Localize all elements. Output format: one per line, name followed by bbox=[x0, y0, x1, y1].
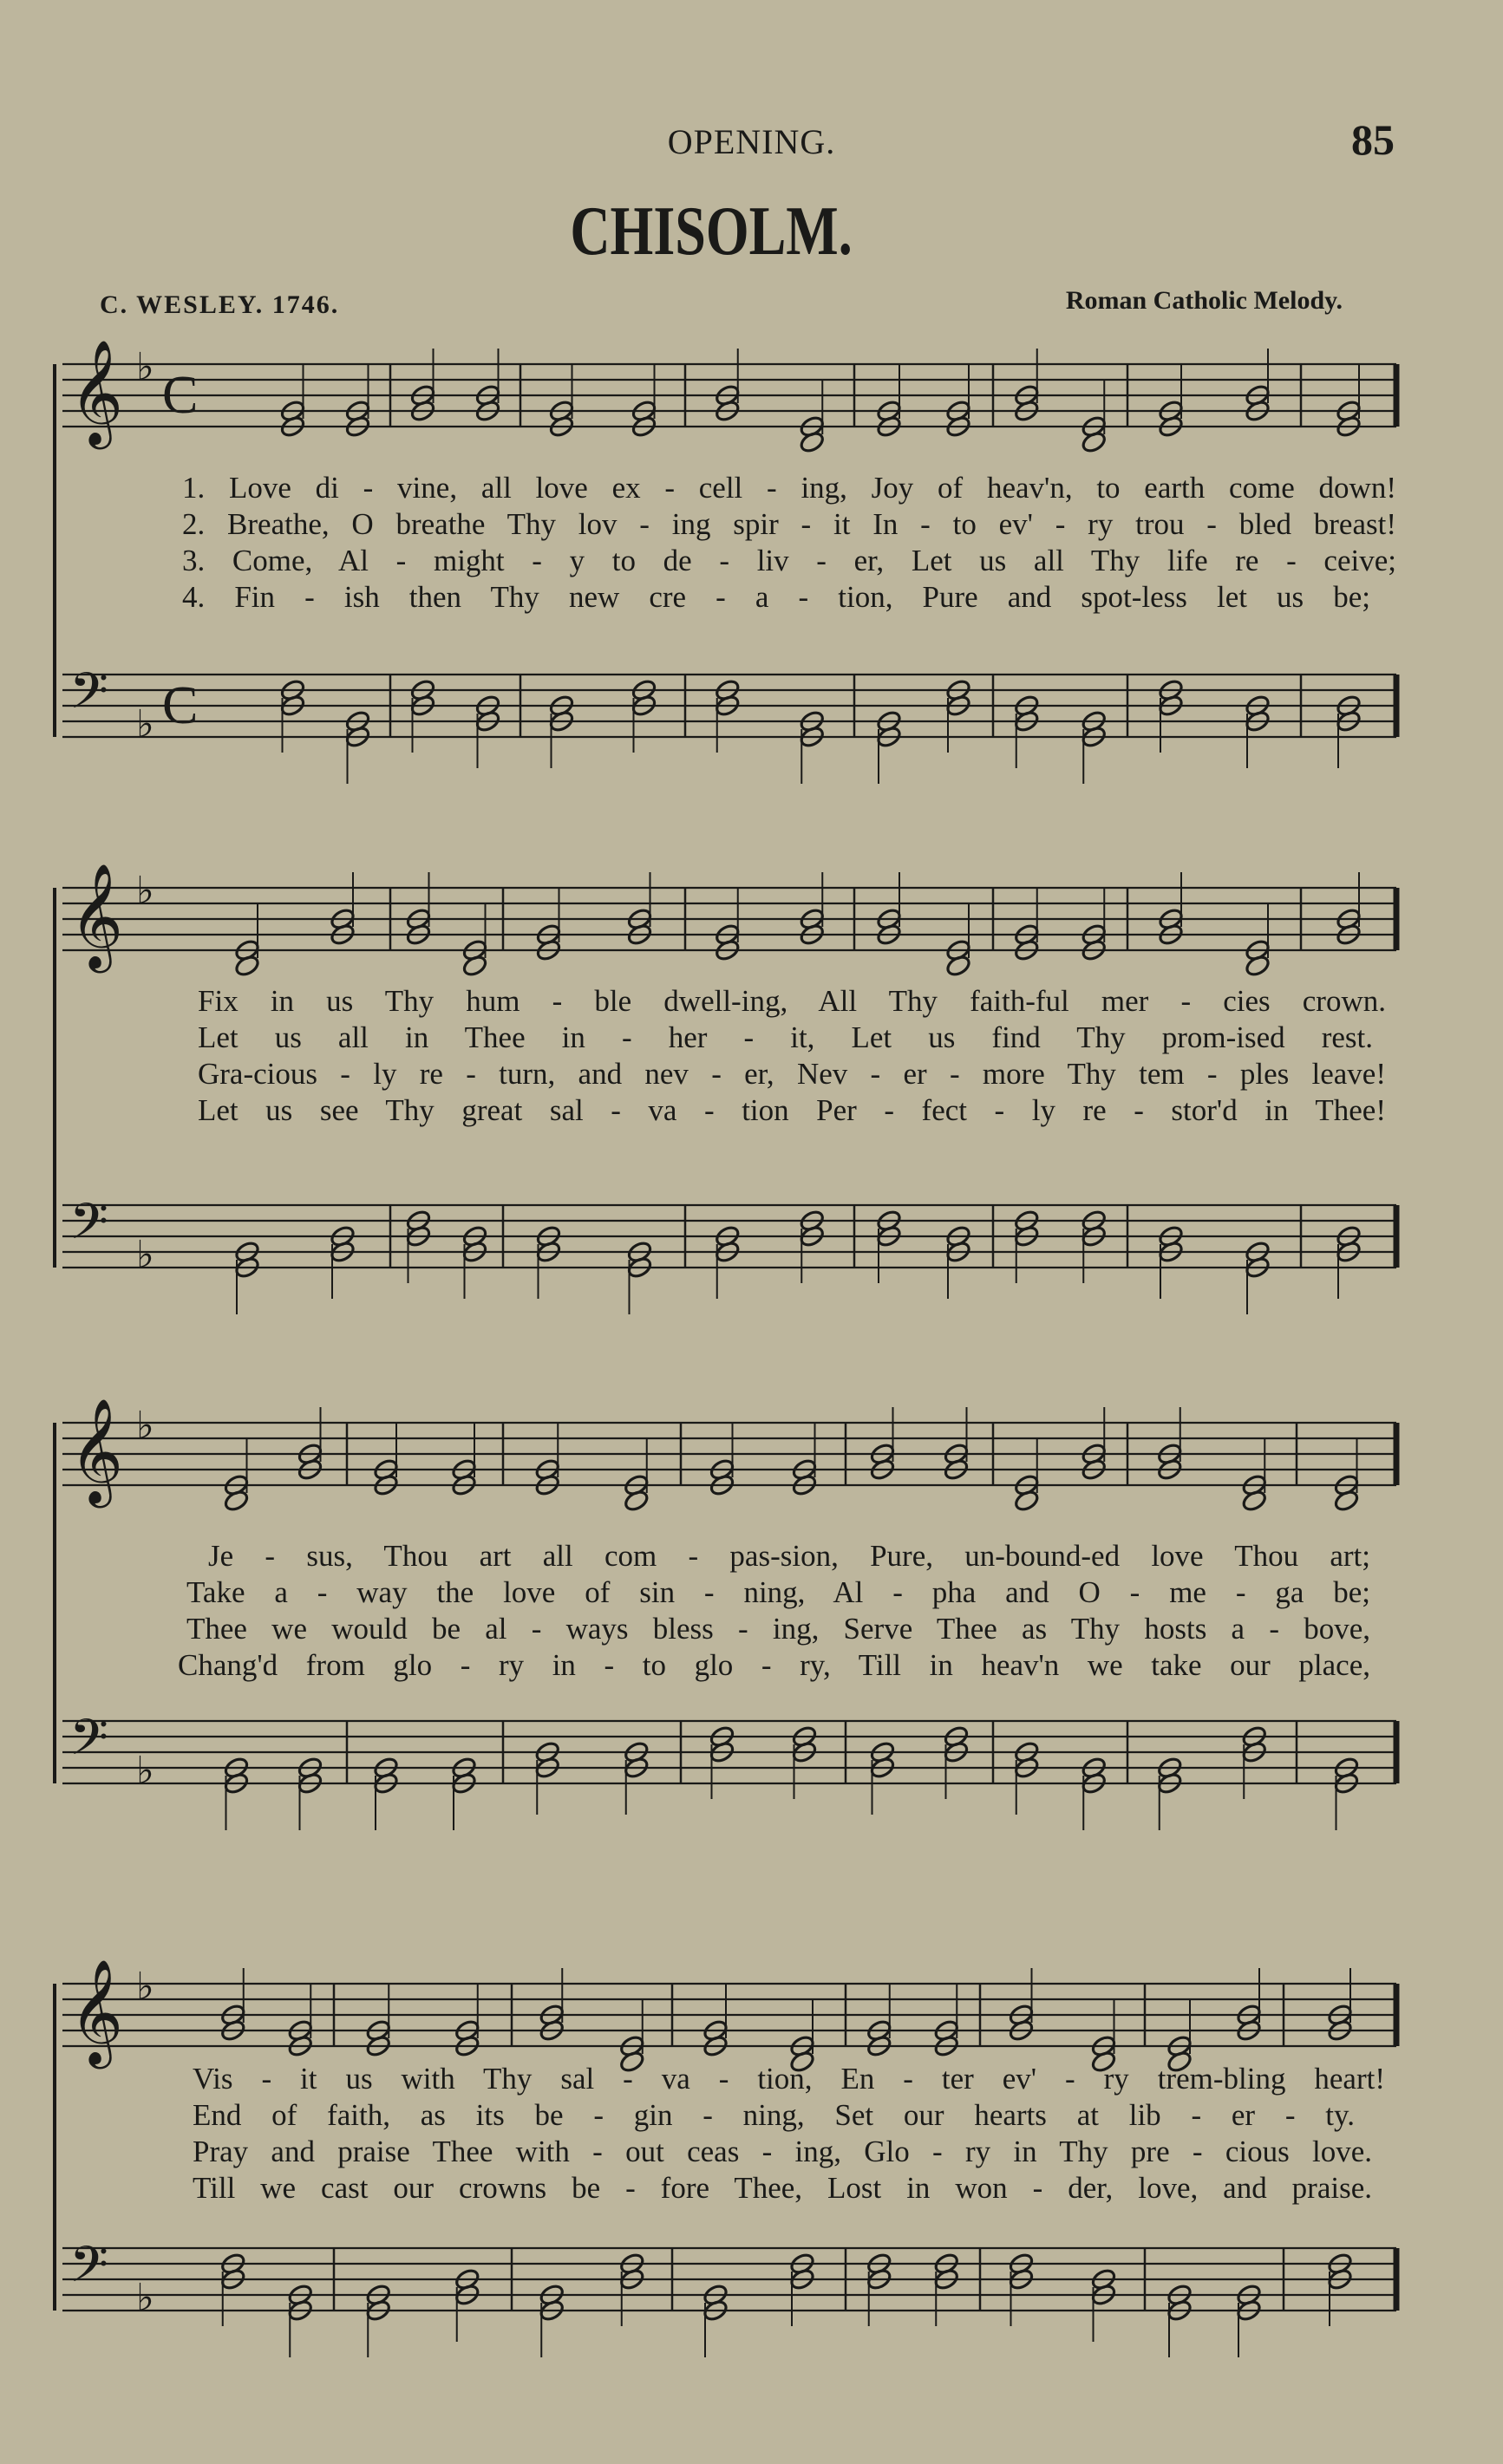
lyric-line: Till we cast our crowns be - fore Thee, Lost in won - der, love, and praise. bbox=[193, 2171, 1372, 2205]
lyric-line: End of faith, as its be - gin - ning, Set our hearts at lib - er - ty. bbox=[193, 2098, 1355, 2132]
flat-key-signature-icon: ♭ bbox=[136, 345, 154, 389]
lyric-line: Thee we would be al - ways bless - ing, Serve Thee as Thy hosts a - bove, bbox=[186, 1612, 1370, 1646]
bass-clef-icon: 𝄢 bbox=[69, 1708, 109, 1779]
treble-clef-icon: 𝄞 bbox=[69, 339, 124, 445]
lyric-line: 2. Breathe, O breathe Thy lov - ing spir - it In - to ev' - ry trou - bled breast! bbox=[182, 507, 1396, 541]
flat-key-signature-icon: ♭ bbox=[136, 1404, 154, 1448]
lyric-line: Gra-cious - ly re - turn, and nev - er, Nev - er - more Thy tem - ples leave! bbox=[198, 1057, 1386, 1091]
lyric-line: 3. Come, Al - might - y to de - liv - er, Let us all Thy life re - ceive; bbox=[182, 544, 1396, 577]
treble-clef-icon: 𝄞 bbox=[69, 1959, 124, 2064]
lyric-line: 1. Love di - vine, all love ex - cell - ing, Joy of heav'n, to earth come down! bbox=[182, 471, 1396, 505]
flat-key-signature-icon: ♭ bbox=[136, 1749, 154, 1793]
lyric-line: Let us all in Thee in - her - it, Let us find Thy prom-ised rest. bbox=[198, 1020, 1373, 1054]
bass-clef-icon: 𝄢 bbox=[69, 662, 109, 733]
page-number: 85 bbox=[1351, 115, 1395, 164]
lyrics-system-2 bbox=[198, 986, 1386, 1131]
lyric-line: Let us see Thy great sal - va - tion Per - fect - ly re - stor'd in Thee! bbox=[198, 1093, 1386, 1127]
treble-clef-icon: 𝄞 bbox=[69, 863, 124, 968]
bass-clef-icon: 𝄢 bbox=[69, 2235, 109, 2306]
treble-clef-icon: 𝄞 bbox=[69, 1398, 124, 1503]
tune-source: Roman Catholic Melody. bbox=[1065, 286, 1343, 315]
lyric-line: Take a - way the love of sin - ning, Al - pha and O - me - ga be; bbox=[186, 1575, 1370, 1609]
flat-key-signature-icon: ♭ bbox=[136, 1965, 154, 2009]
bass-clef-icon: 𝄢 bbox=[69, 1192, 109, 1263]
lyric-line: Fix in us Thy hum - ble dwell-ing, All Thy faith-ful mer - cies crown. bbox=[198, 984, 1386, 1018]
hymn-author: C. WESLEY. 1746. bbox=[100, 290, 340, 319]
common-time-icon: C bbox=[162, 366, 199, 425]
flat-key-signature-icon: ♭ bbox=[136, 1233, 154, 1277]
lyric-line: Chang'd from glo - ry in - to glo - ry, Till in heav'n we take our place, bbox=[178, 1648, 1370, 1682]
lyrics-system-3 bbox=[178, 1541, 1370, 1686]
section-heading: OPENING. bbox=[667, 122, 836, 161]
lyric-line: Vis - it us with Thy sal - va - tion, En - ter ev' - ry trem-bling heart! bbox=[193, 2062, 1385, 2096]
lyrics-system-1 bbox=[182, 473, 1396, 618]
lyric-line: 4. Fin - ish then Thy new cre - a - tion, Pure and spot-less let us be; bbox=[182, 580, 1370, 614]
hymn-title: CHISOLM. bbox=[570, 193, 853, 270]
flat-key-signature-icon: ♭ bbox=[136, 2276, 154, 2320]
flat-key-signature-icon: ♭ bbox=[136, 702, 154, 746]
lyrics-system-4 bbox=[193, 2063, 1385, 2209]
common-time-icon: C bbox=[162, 676, 199, 735]
lyric-line: Pray and praise Thee with - out ceas - ing, Glo - ry in Thy pre - cious love. bbox=[193, 2135, 1372, 2168]
flat-key-signature-icon: ♭ bbox=[136, 869, 154, 913]
lyric-line: Je - sus, Thou art all com - pas-sion, Pure, un-bound-ed love Thou art; bbox=[208, 1539, 1370, 1573]
